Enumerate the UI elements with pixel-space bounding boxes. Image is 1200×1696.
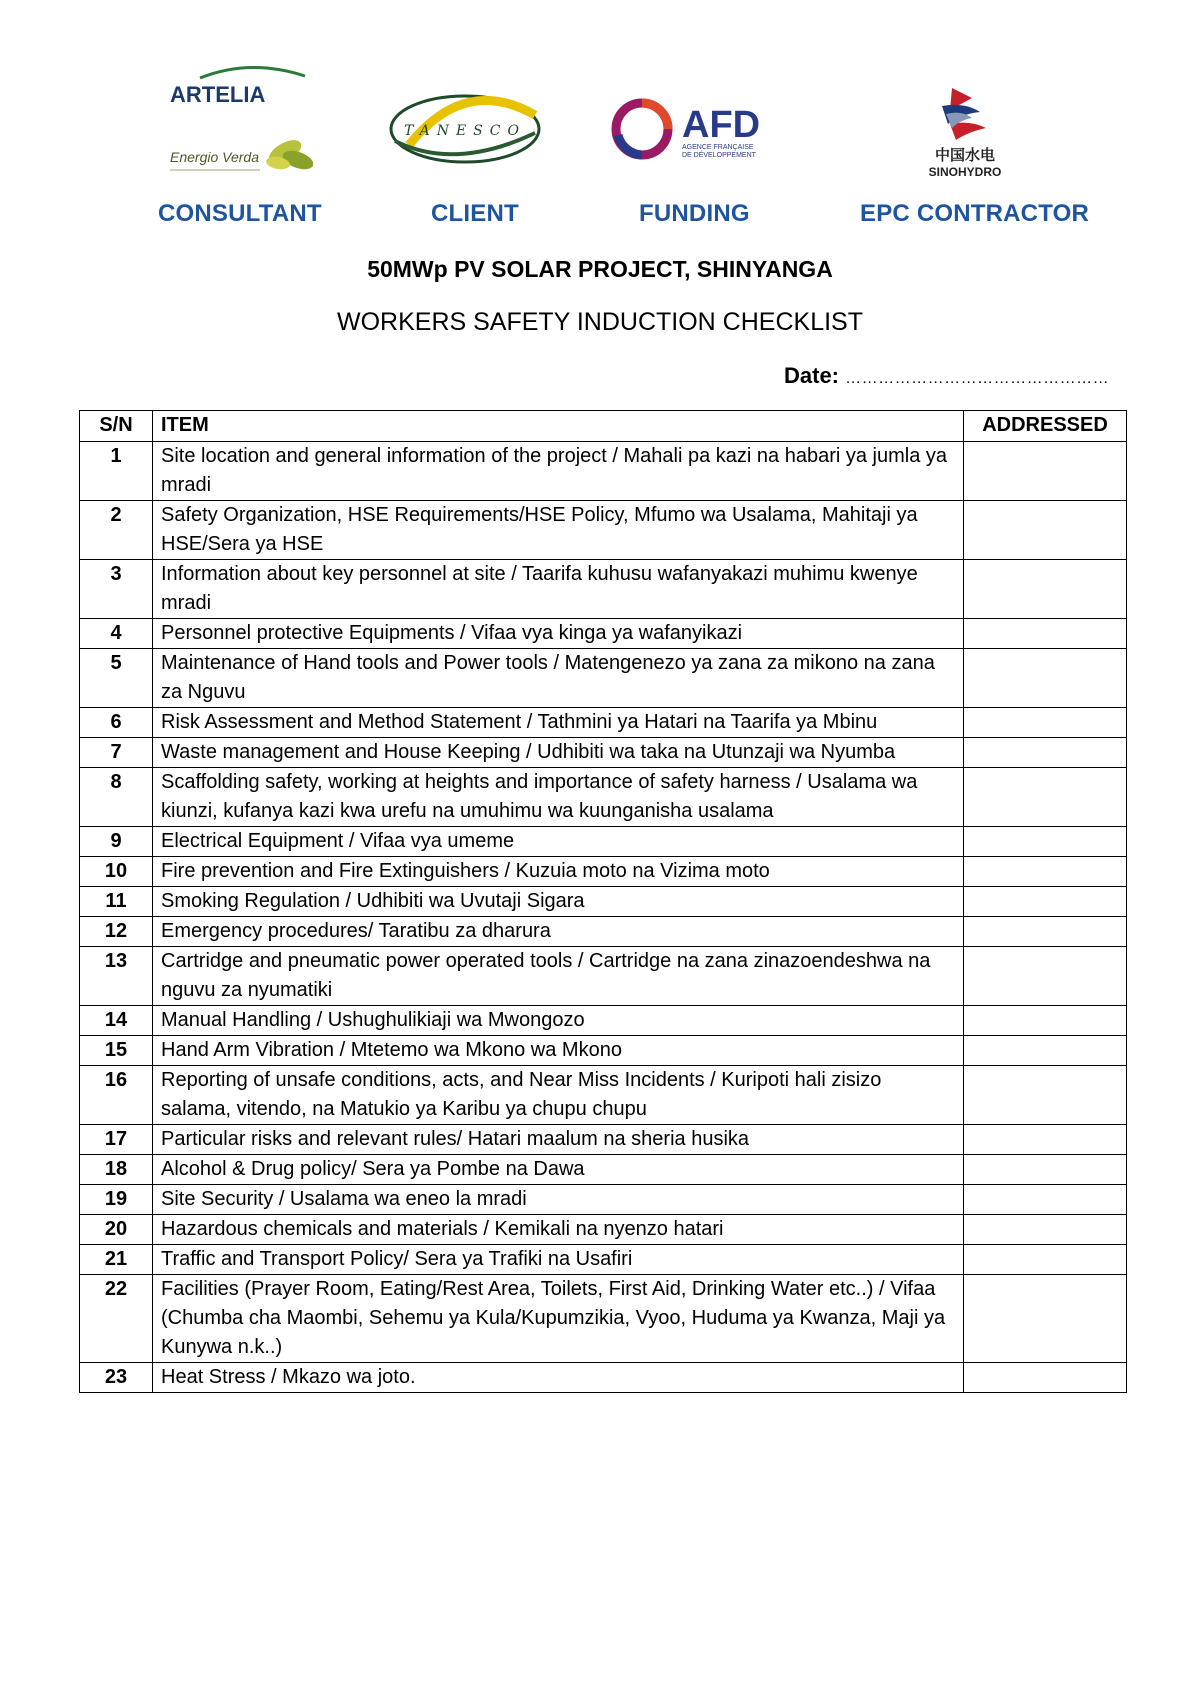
document-title: WORKERS SAFETY INDUCTION CHECKLIST [337, 308, 863, 336]
afd-tagline-1: AGENCE FRANÇAISE [682, 144, 754, 151]
table-row [80, 1185, 1127, 1215]
row-addressed-cell[interactable] [964, 887, 1127, 917]
table-row [80, 1125, 1127, 1155]
date-field[interactable] [784, 363, 1109, 389]
induction-checklist-table [79, 410, 1127, 1393]
row-sn: 10 [80, 857, 153, 887]
row-item: Risk Assessment and Method Statement / Tathmini ya Hatari na Taarifa ya Mbinu [153, 708, 964, 738]
row-addressed-cell[interactable] [964, 1066, 1127, 1125]
table-row [80, 649, 1127, 708]
table-row [80, 1036, 1127, 1066]
tanesco-wordmark: TANESCO [404, 123, 526, 139]
row-addressed-cell[interactable] [964, 827, 1127, 857]
row-addressed-cell[interactable] [964, 857, 1127, 887]
role-client: CLIENT [431, 200, 519, 227]
row-item: Traffic and Transport Policy/ Sera ya Trafiki na Usafiri [153, 1245, 964, 1275]
row-item: Hand Arm Vibration / Mtetemo wa Mkono wa Mkono [153, 1036, 964, 1066]
row-addressed-cell[interactable] [964, 1275, 1127, 1363]
row-sn: 16 [80, 1066, 153, 1125]
row-item: Waste management and House Keeping / Udhibiti wa taka na Utunzaji wa Nyumba [153, 738, 964, 768]
row-item: Electrical Equipment / Vifaa vya umeme [153, 827, 964, 857]
row-addressed-cell[interactable] [964, 442, 1127, 501]
sinohydro-chinese-wordmark: 中国水电 [934, 146, 996, 164]
afd-wordmark: AFD [682, 104, 761, 146]
role-epc-contractor: EPC CONTRACTOR [860, 200, 1090, 227]
table-row [80, 442, 1127, 501]
row-item: Site location and general information of the project / Mahali pa kazi na habari ya jumla ya mradi [153, 442, 964, 501]
row-addressed-cell[interactable] [964, 1215, 1127, 1245]
row-item: Fire prevention and Fire Extinguishers / Kuzuia moto na Vizima moto [153, 857, 964, 887]
table-row [80, 827, 1127, 857]
table-row [80, 1006, 1127, 1036]
row-sn: 11 [80, 887, 153, 917]
afd-logo [610, 95, 790, 165]
project-title: 50MWp PV SOLAR PROJECT, SHINYANGA [367, 256, 833, 282]
logo-bar [140, 60, 1080, 180]
row-sn: 6 [80, 708, 153, 738]
row-sn: 2 [80, 501, 153, 560]
column-header-item: ITEM [153, 411, 964, 442]
row-addressed-cell[interactable] [964, 1245, 1127, 1275]
row-sn: 17 [80, 1125, 153, 1155]
artelia-wordmark: ARTELIA [170, 82, 266, 107]
row-sn: 9 [80, 827, 153, 857]
row-sn: 20 [80, 1215, 153, 1245]
row-item: Emergency procedures/ Taratibu za dharura [153, 917, 964, 947]
role-funding: FUNDING [639, 200, 750, 227]
row-item: Safety Organization, HSE Requirements/HSE Policy, Mfumo wa Usalama, Mahitaji ya HSE/Sera ya HSE [153, 501, 964, 560]
date-label: Date: [784, 363, 840, 388]
table-row [80, 1155, 1127, 1185]
row-item: Personnel protective Equipments / Vifaa vya kinga ya wafanyikazi [153, 619, 964, 649]
row-sn: 19 [80, 1185, 153, 1215]
row-sn: 4 [80, 619, 153, 649]
role-consultant: CONSULTANT [158, 200, 322, 227]
row-addressed-cell[interactable] [964, 768, 1127, 827]
table-row [80, 1275, 1127, 1363]
row-item: Scaffolding safety, working at heights and importance of safety harness / Usalama wa kiunzi, kufanya kazi kwa urefu na umuhimu wa kuunganisha usalama [153, 768, 964, 827]
table-row [80, 708, 1127, 738]
column-header-addressed: ADDRESSED [964, 411, 1127, 442]
afd-tagline-2: DE DÉVELOPPEMENT [682, 152, 756, 159]
table-row [80, 1215, 1127, 1245]
artelia-energio-logo [160, 60, 320, 180]
row-addressed-cell[interactable] [964, 1363, 1127, 1393]
row-sn: 8 [80, 768, 153, 827]
row-sn: 21 [80, 1245, 153, 1275]
row-addressed-cell[interactable] [964, 738, 1127, 768]
table-row [80, 887, 1127, 917]
row-item: Particular risks and relevant rules/ Hatari maalum na sheria husika [153, 1125, 964, 1155]
row-sn: 13 [80, 947, 153, 1006]
row-addressed-cell[interactable] [964, 1006, 1127, 1036]
row-addressed-cell[interactable] [964, 1125, 1127, 1155]
row-addressed-cell[interactable] [964, 1155, 1127, 1185]
row-addressed-cell[interactable] [964, 1036, 1127, 1066]
tanesco-logo [385, 85, 545, 170]
row-item: Facilities (Prayer Room, Eating/Rest Area, Toilets, First Aid, Drinking Water etc..) / Vifaa (Chumba cha Maombi, Sehemu ya Kula/Kupumzikia, Vyoo, Huduma ya Kwanza, Maji ya Kunywa n.k..) [153, 1275, 964, 1363]
row-sn: 12 [80, 917, 153, 947]
table-row [80, 738, 1127, 768]
row-item: Site Security / Usalama wa eneo la mradi [153, 1185, 964, 1215]
sinohydro-wordmark: SINOHYDRO [928, 165, 1002, 179]
row-addressed-cell[interactable] [964, 947, 1127, 1006]
row-addressed-cell[interactable] [964, 1185, 1127, 1215]
table-row [80, 1363, 1127, 1393]
date-blank[interactable]: ………………………………………… [845, 370, 1110, 387]
table-row [80, 560, 1127, 619]
table-row [80, 917, 1127, 947]
table-body [80, 442, 1127, 1393]
role-labels [0, 200, 1200, 240]
row-item: Information about key personnel at site / Taarifa kuhusu wafanyakazi muhimu kwenye mradi [153, 560, 964, 619]
row-sn: 14 [80, 1006, 153, 1036]
row-addressed-cell[interactable] [964, 917, 1127, 947]
row-item: Cartridge and pneumatic power operated tools / Cartridge na zana zinazoendeshwa na nguvu za nyumatiki [153, 947, 964, 1006]
sinohydro-logo [910, 80, 1020, 180]
row-sn: 3 [80, 560, 153, 619]
row-addressed-cell[interactable] [964, 649, 1127, 708]
row-item: Maintenance of Hand tools and Power tools / Matengenezo ya zana za mikono na zana za Nguvu [153, 649, 964, 708]
row-item: Reporting of unsafe conditions, acts, and Near Miss Incidents / Kuripoti hali zisizo salama, vitendo, na Matukio ya Karibu ya chupu chupu [153, 1066, 964, 1125]
row-item: Heat Stress / Mkazo wa joto. [153, 1363, 964, 1393]
table-row [80, 947, 1127, 1006]
table-row [80, 501, 1127, 560]
row-addressed-cell[interactable] [964, 560, 1127, 619]
row-sn: 18 [80, 1155, 153, 1185]
row-item: Alcohol & Drug policy/ Sera ya Pombe na Dawa [153, 1155, 964, 1185]
table-row [80, 619, 1127, 649]
table-row [80, 768, 1127, 827]
row-item: Hazardous chemicals and materials / Kemikali na nyenzo hatari [153, 1215, 964, 1245]
row-addressed-cell[interactable] [964, 501, 1127, 560]
table-header-row [80, 411, 1127, 442]
row-sn: 22 [80, 1275, 153, 1363]
row-item: Smoking Regulation / Udhibiti wa Uvutaji Sigara [153, 887, 964, 917]
column-header-sn: S/N [80, 411, 153, 442]
energio-verda-wordmark: Energio Verda [170, 149, 259, 165]
row-sn: 15 [80, 1036, 153, 1066]
row-item: Manual Handling / Ushughulikiaji wa Mwongozo [153, 1006, 964, 1036]
row-sn: 7 [80, 738, 153, 768]
table-row [80, 1245, 1127, 1275]
row-sn: 5 [80, 649, 153, 708]
row-addressed-cell[interactable] [964, 708, 1127, 738]
row-addressed-cell[interactable] [964, 619, 1127, 649]
table-row [80, 857, 1127, 887]
row-sn: 1 [80, 442, 153, 501]
row-sn: 23 [80, 1363, 153, 1393]
table-row [80, 1066, 1127, 1125]
